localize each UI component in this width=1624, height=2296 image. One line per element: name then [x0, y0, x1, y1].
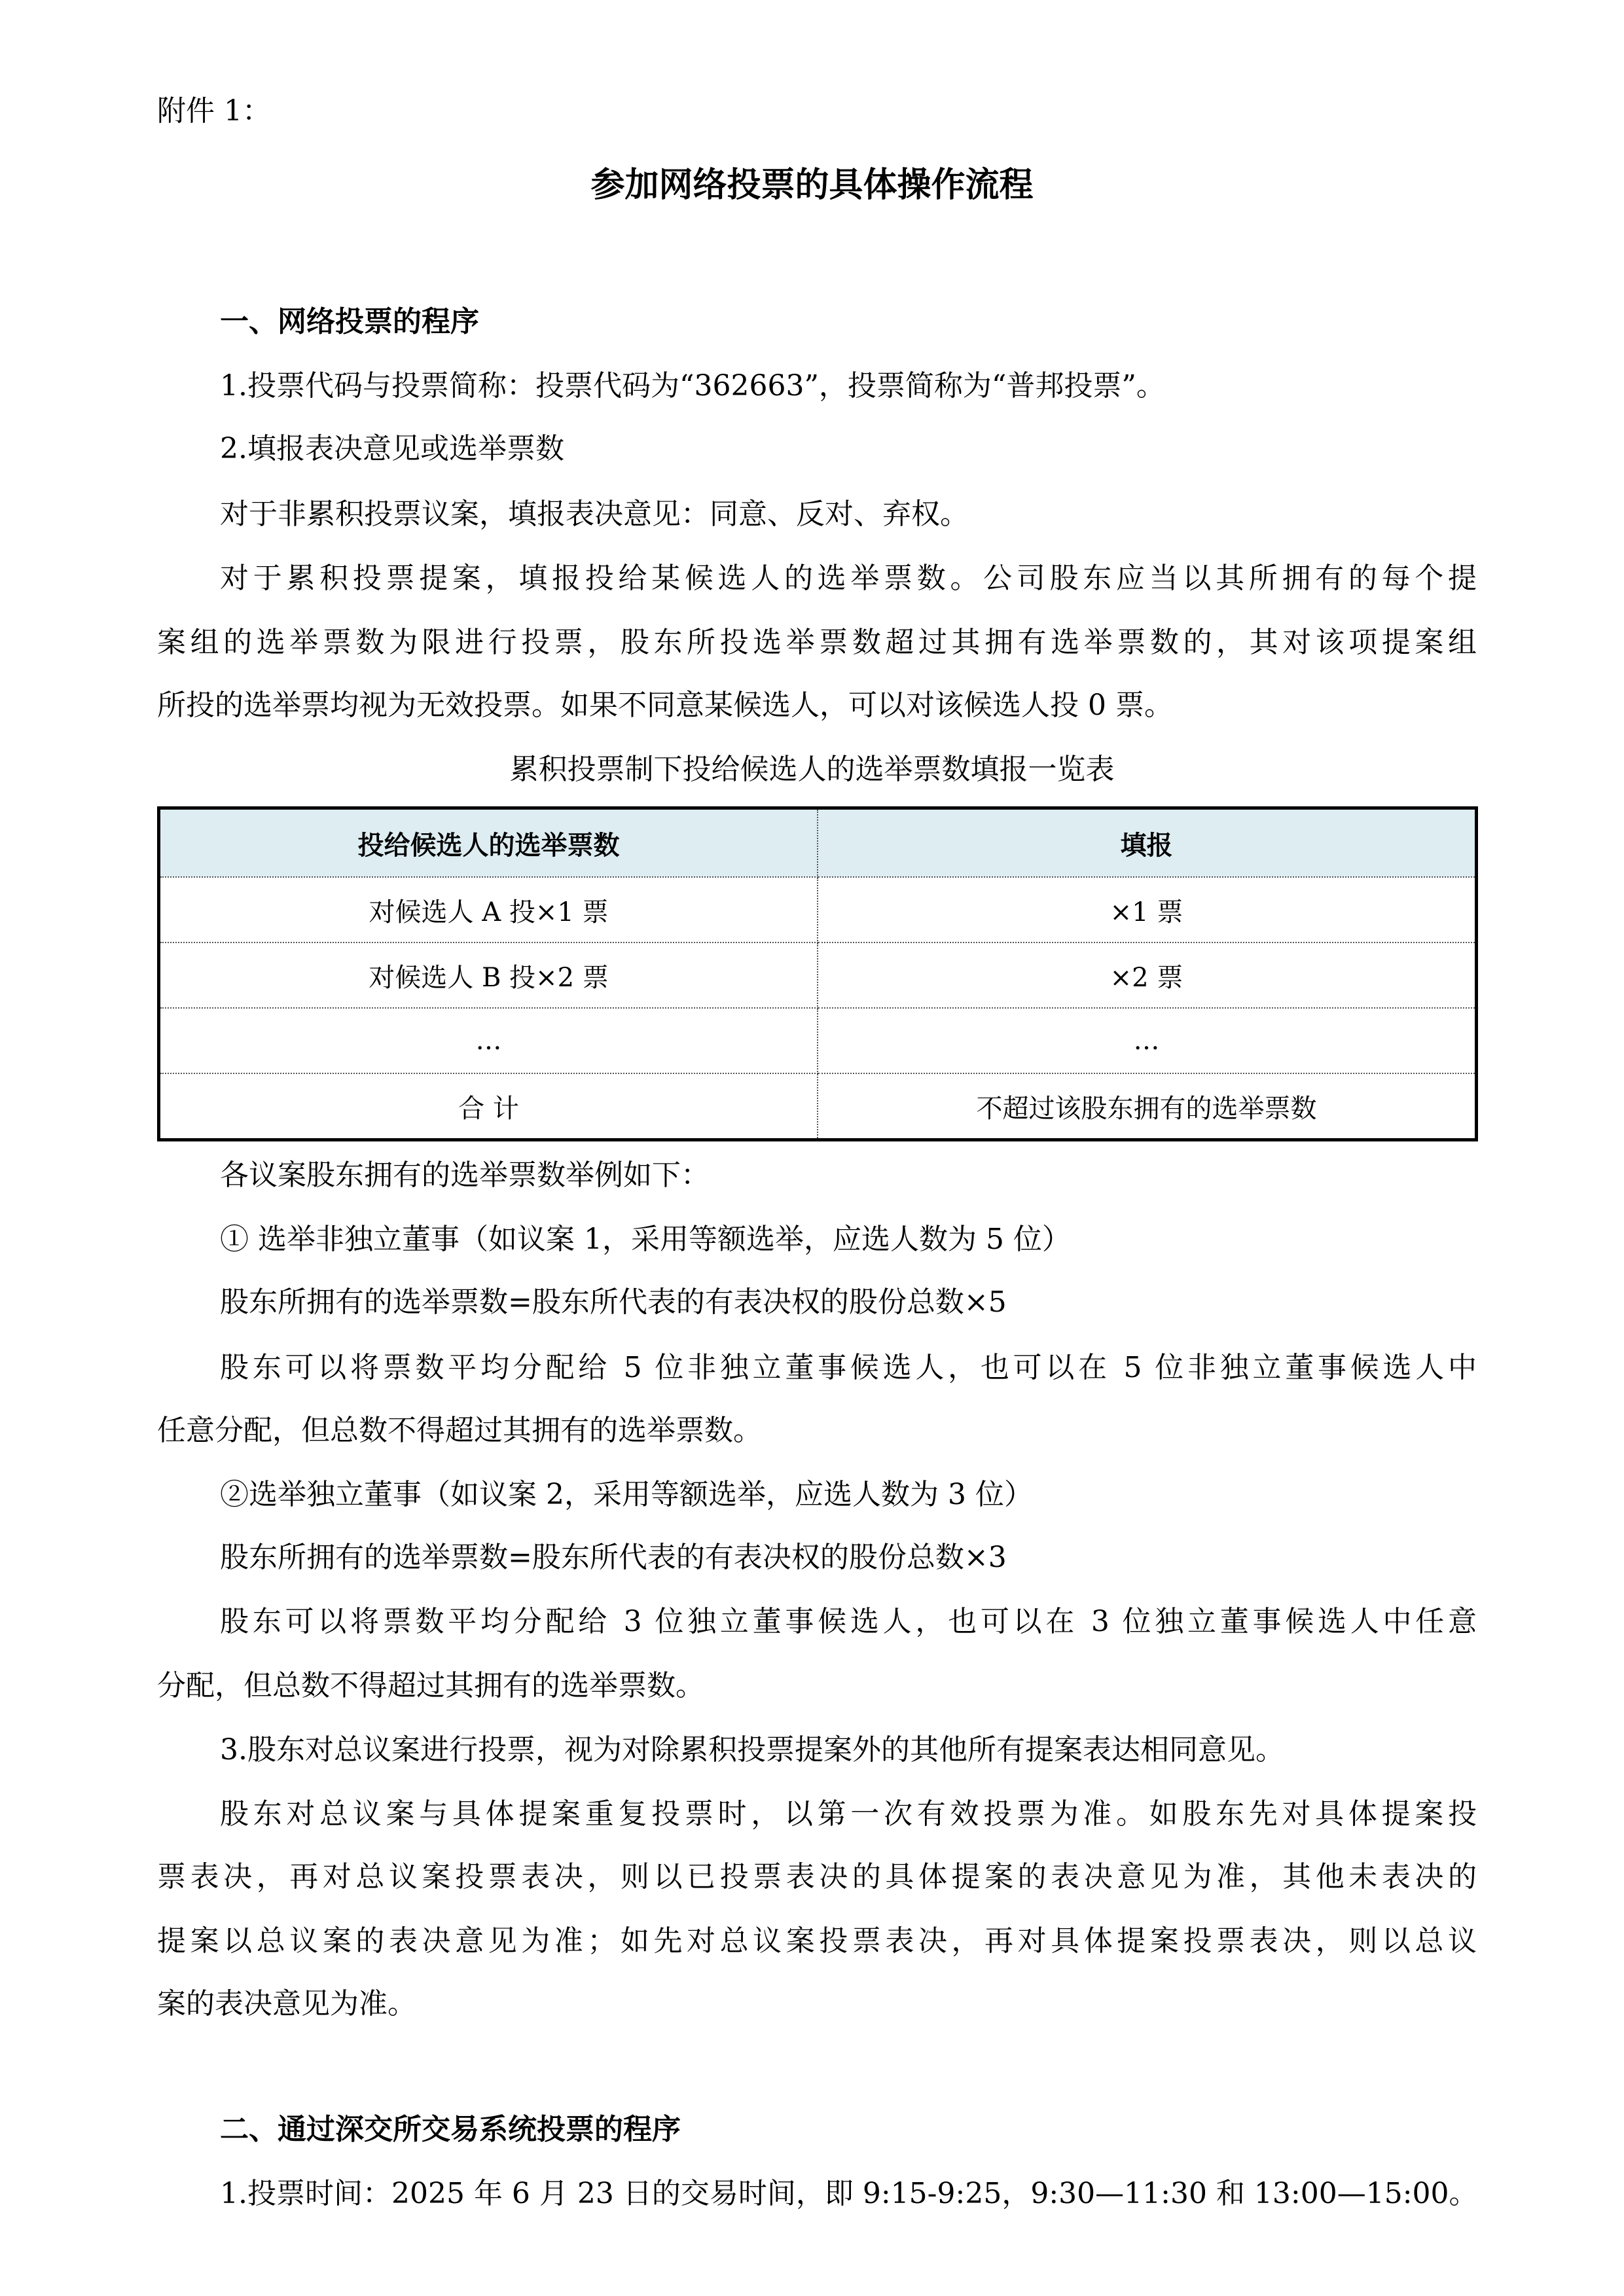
section2-heading: 二、通过深交所交易系统投票的程序 — [220, 2113, 681, 2146]
examples-intro: 各议案股东拥有的选举票数举例如下： — [220, 1158, 710, 1192]
section1-item2: 2.填报表决意见或选举票数 — [220, 432, 564, 465]
paragraph-repeat-line: 提案以总议案的表决意见为准；如先对总议案投票表决，再对具体提案投票表决，则以总议 — [157, 1924, 1477, 1958]
paragraph-cumulative-line: 对于累积投票提案，填报投给某候选人的选举票数。公司股东应当以其所拥有的每个提 — [220, 562, 1477, 595]
table-header-cell: 填报 — [818, 808, 1477, 878]
section2-item1: 1.投票时间：2025 年 6 月 23 日的交易时间，即 9:15-9:25，9:30—11:30 和 13:00—15:00。 — [220, 2177, 1478, 2210]
paragraph-cumulative-line: 案组的选举票数为限进行投票，股东所投选举票数超过其拥有选举票数的，其对该项提案组 — [157, 626, 1477, 659]
document-title: 参加网络投票的具体操作流程 — [590, 165, 1034, 205]
table-cell: … — [159, 1008, 818, 1073]
example1-desc-line: 股东可以将票数平均分配给 5 位非独立董事候选人，也可以在 5 位非独立董事候选人中 — [220, 1351, 1477, 1384]
table-caption: 累积投票制下投给候选人的选举票数填报一览表 — [509, 753, 1115, 786]
table-row — [159, 1008, 1477, 1073]
table-row — [159, 942, 1477, 1008]
example2-desc-line: 股东可以将票数平均分配给 3 位独立董事候选人，也可以在 3 位独立董事候选人中任意 — [220, 1605, 1477, 1638]
paragraph-repeat-line: 案的表决意见为准。 — [157, 1987, 416, 2020]
paragraph-repeat-line: 股东对总议案与具体提案重复投票时，以第一次有效投票为准。如股东先对具体提案投 — [220, 1797, 1477, 1831]
example1-title: ① 选举非独立董事（如议案 1，采用等额选举，应选人数为 5 位） — [220, 1223, 1071, 1256]
example1-formula: 股东所拥有的选举票数=股东所代表的有表决权的股份总数×5 — [220, 1285, 1007, 1319]
table-cell: ×1 票 — [818, 877, 1477, 942]
table-cell: … — [818, 1008, 1477, 1073]
section1-item3: 3.股东对总议案进行投票，视为对除累积投票提案外的其他所有提案表达相同意见。 — [220, 1733, 1284, 1767]
table-cell: 合 计 — [159, 1073, 818, 1140]
example2-formula: 股东所拥有的选举票数=股东所代表的有表决权的股份总数×3 — [220, 1541, 1007, 1574]
paragraph-noncumulative: 对于非累积投票议案，填报表决意见：同意、反对、弃权。 — [220, 497, 969, 531]
table-header-cell: 投给候选人的选举票数 — [159, 808, 818, 878]
table-row-total — [159, 1073, 1477, 1140]
table-header-row — [159, 808, 1477, 878]
paragraph-cumulative-line: 所投的选举票均视为无效投票。如果不同意某候选人，可以对该候选人投 0 票。 — [157, 689, 1173, 722]
paragraph-repeat-line: 票表决，再对总议案投票表决，则以已投票表决的具体提案的表决意见为准，其他未表决的 — [157, 1860, 1477, 1893]
ballot-table — [157, 806, 1478, 1141]
example2-title: ②选举独立董事（如议案 2，采用等额选举，应选人数为 3 位） — [220, 1478, 1033, 1511]
example2-desc-line: 分配，但总数不得超过其拥有的选举票数。 — [157, 1669, 704, 1702]
section1-item1: 1.投票代码与投票简称：投票代码为“362663”，投票简称为“普邦投票”。 — [220, 369, 1165, 403]
table-row — [159, 877, 1477, 942]
table-cell: ×2 票 — [818, 942, 1477, 1008]
table-cell: 不超过该股东拥有的选举票数 — [818, 1073, 1477, 1140]
example1-desc-line: 任意分配，但总数不得超过其拥有的选举票数。 — [157, 1414, 762, 1447]
table-cell: 对候选人 B 投×2 票 — [159, 942, 818, 1008]
section1-heading: 一、网络投票的程序 — [220, 305, 479, 338]
table-cell: 对候选人 A 投×1 票 — [159, 877, 818, 942]
attachment-label: 附件 1： — [157, 94, 271, 128]
